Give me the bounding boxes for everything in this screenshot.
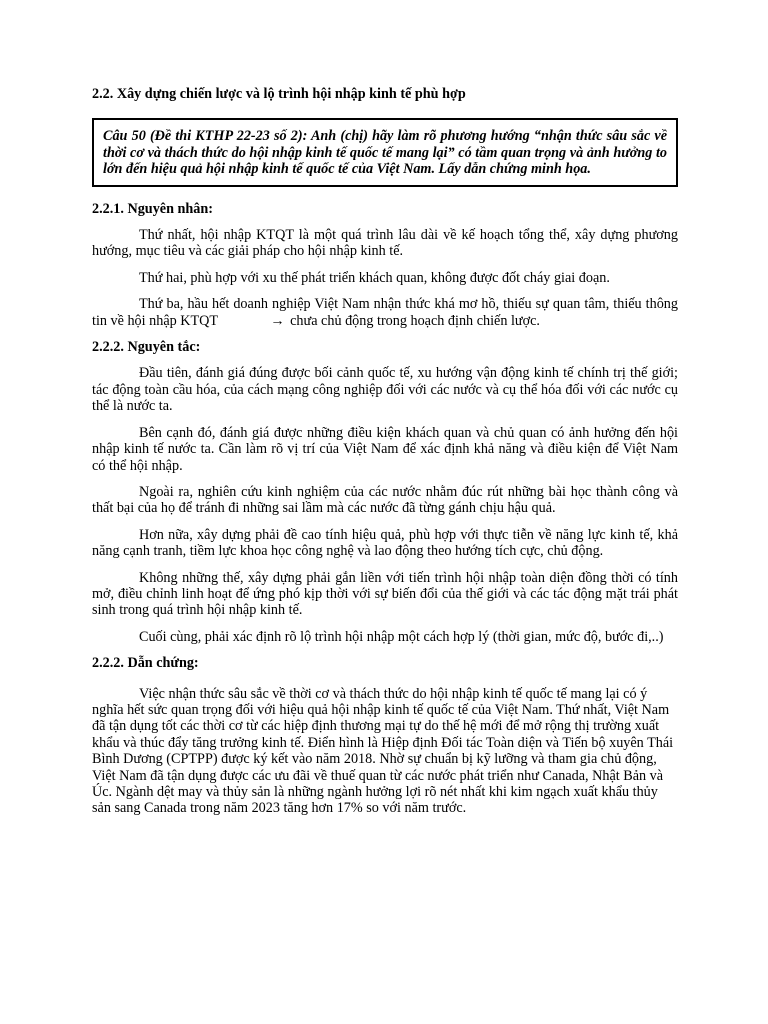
principles-paragraph-4: Hơn nữa, xây dựng phải đề cao tính hiệu quả, phù hợp với thực tiễn về năng lực kinh tế, khả năng cạnh tranh, tiềm lực khoa học công nghệ và lao động theo hướng tích cực, chủ động.: [92, 526, 678, 560]
causes-paragraph-2: Thứ hai, phù hợp với xu thế phát triển khách quan, không được đốt cháy giai đoạn.: [139, 269, 610, 286]
principles-paragraph-1: Đầu tiên, đánh giá đúng được bối cảnh quốc tế, xu hướng vận động kinh tế chính trị thế giới; tác động toàn cầu hóa, của cách mạng công nghiệp đối với các nước và cụ thể hóa đối với các nước cụ thể là nước ta.: [92, 365, 678, 415]
causes-p3-text-before: Thứ ba, hầu hết doanh nghiệp Việt Nam nhận thức khá mơ hồ, thiếu sự quan tâm, thiếu thông tin về hội nhập KTQT: [92, 296, 678, 329]
principles-heading: 2.2.2. Nguyên tắc:: [92, 339, 201, 356]
section-title: 2.2. Xây dựng chiến lược và lộ trình hội nhập kinh tế phù hợp: [92, 86, 466, 102]
causes-paragraph-3: [92, 296, 678, 329]
evidence-heading: 2.2.2. Dẫn chứng:: [92, 655, 199, 672]
principles-paragraph-2: Bên cạnh đó, đánh giá được những điều kiện khách quan và chủ quan có ảnh hưởng đến hội nhập kinh tế nước ta. Cần làm rõ vị trí của Việt Nam để xác định khả năng và điều kiện để Việt Nam có thể hội nhập.: [92, 424, 678, 474]
causes-heading: 2.2.1. Nguyên nhân:: [92, 200, 214, 217]
right-arrow-icon: →: [270, 312, 285, 329]
causes-p3-text-after: chưa chủ động trong hoạch định chiến lược.: [290, 312, 540, 329]
document-page: [92, 86, 678, 817]
principles-paragraph-6: Cuối cùng, phải xác định rõ lộ trình hội nhập một cách hợp lý (thời gian, mức độ, bước đi,..): [139, 628, 664, 645]
causes-paragraph-1: Thứ nhất, hội nhập KTQT là một quá trình lâu dài về kế hoạch tổng thể, xây dựng phương hướng, mục tiêu và các giải pháp cho hội nhập kinh tế.: [92, 227, 678, 260]
principles-paragraph-5: Không những thế, xây dựng phải gắn liền với tiến trình hội nhập toàn diện đồng thời có tính mở, điều chỉnh linh hoạt để ứng phó kịp thời với sự biến đổi của thế giới và các tác động mặt trái phát sinh trong quá trình hội nhập kinh tế.: [92, 569, 678, 619]
evidence-paragraph: Việc nhận thức sâu sắc về thời cơ và thách thức do hội nhập kinh tế quốc tế mang lại có ý nghĩa hết sức quan trọng đối với hiệu quả hội nhập kinh tế quốc tế của Việt Nam. Thứ nhất, Việt Nam đã tận dụng tốt các thời cơ từ các hiệp định thương mại tự do thế hệ mới để mở rộng thị trường xuất khẩu và thúc đẩy tăng trưởng kinh tế. Điển hình là Hiệp định Đối tác Toàn diện và Tiến bộ xuyên Thái Bình Dương (CPTPP) được ký kết vào năm 2018. Nhờ sự chuẩn bị kỹ lưỡng và tham gia chủ động, Việt Nam đã tận dụng được các ưu đãi về thuế quan từ các nước phát triển như Canada, Nhật Bản và Úc. Ngành dệt may và thủy sản là những ngành hưởng lợi rõ nét nhất khi kim ngạch xuất khẩu thủy sản sang Canada trong năm 2023 tăng hơn 17% so với năm trước.: [92, 685, 674, 817]
question-box: Câu 50 (Đề thi KTHP 22-23 số 2): Anh (chị) hãy làm rõ phương hướng “nhận thức sâu sắc về thời cơ và thách thức do hội nhập kinh tế quốc tế mang lại” có tầm quan trọng và ảnh hưởng to lớn đến hiệu quả hội nhập kinh tế quốc tế của Việt Nam. Lấy dẫn chứng minh họa.: [92, 118, 678, 186]
principles-paragraph-3: Ngoài ra, nghiên cứu kinh nghiệm của các nước nhằm đúc rút những bài học thành công và thất bại của họ để tránh đi những sai lầm mà các nước đã từng gánh chịu hậu quả.: [92, 483, 678, 517]
